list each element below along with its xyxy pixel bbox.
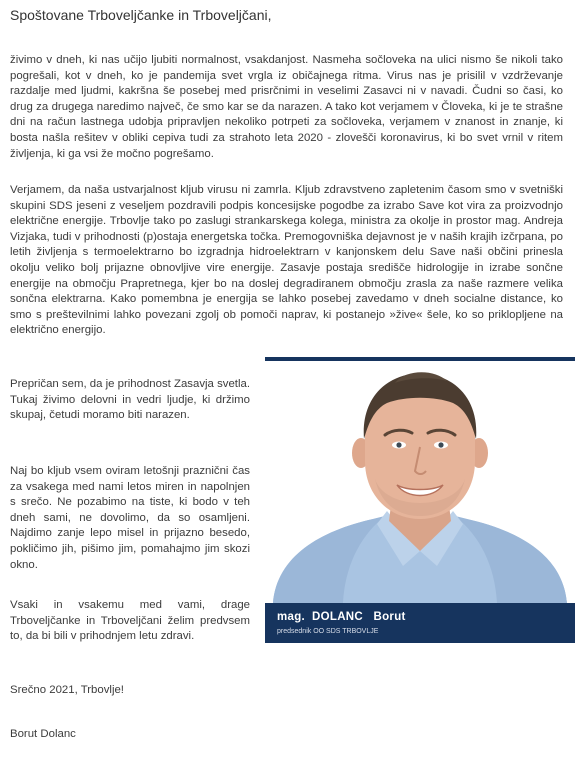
letter-paragraph-4: Naj bo kljub vsem oviram letošnji praznični čas za vsakega med nami letos miren in napolnjen s srečo. Ne pozabimo na tiste, ki bodo v teh dneh sami, ne dovolimo, da so osamljeni. Najdimo zanje lepo misel in prijazno besedo, pokličimo jih, pišimo jim, pomahajmo jim skozi okno. — [10, 465, 250, 571]
caption-name: mag. DOLANC Borut — [277, 611, 406, 623]
portrait-illustration — [265, 361, 575, 603]
caption-role: predsednik OO SDS TRBOVLJE — [277, 628, 379, 635]
letter-paragraph-5: Vsaki in vsakemu med vami, drage Trboveljčanke in Trboveljčani želim predvsem to, da bi bili v prihodnjem letu zdravi. — [10, 599, 250, 643]
letter-paragraph-2: Verjamem, da naša ustvarjalnost kljub virusu ni zamrla. Kljub zdravstveno zapletenim časom smo v svetniški skupini SDS jeseni z veseljem pozdravili podpis koncesijske pogodbe za izrabo Save kot vira za proizvodnjo električne energije. Trbovlje tako po zaslugi strankarskega kolega, ministra za okolje in prostor mag. Andreja Vizjaka, tudi v prihodnosti (p)ostaja energetska točka. Premogovniška dejavnost je v naših krajih izčrpana, po letih življenja s termoelektrarno bo izgradnja hidroelektrarn v kanjonskem delu Save naši občini prinesla okolju veliko bolj prijazne obnovljive vire energije. Zasavje postaja središče hidrologije in izrabe sončne energije na območju Prapretnega, kjer bo na doslej degradiranem območju zrasla za naše razmere velika sončna elektrarna. Kako pomembna je energija se lahko posebej zavedamo v dneh socialne distance, ko smo s preštevilnimi lahko povezani zgolj ob pomoči naprav, ki postanejo »žive« šele, ko so priklopljene na električno energijo. — [10, 184, 563, 337]
photo-caption — [265, 603, 575, 643]
portrait-photo — [265, 361, 575, 603]
letter-paragraph-1: živimo v dneh, ki nas učijo ljubiti normalnost, vsakdanjost. Nasmeha sočloveka na ulici nismo še nikoli tako pogrešali, kot v dneh, ko je pandemija svet vrgla iz običajnega ritma. Virus nas je prisilil v vzdrževanje razdalje med ljudmi, kakršna še posebej med prisrčnimi in veselimi Zasavci ni v navadi. Čudni so časi, ko drug za drugega naredimo največ, če smo kar se da narazen. A tako kot verjamem v Človeka, ki je te strašne dni na račun lastnega udobja pripravljen nekoliko potrpeti za sočloveka, verjamem v znanost in znanje, ki bosta našla rešitev v obliki cepiva tudi za strahoto leta 2020 - zlovešči koronavirus, ki bo svet vrnil v ritem življenja, ki ga vsi že močno pogrešamo. — [10, 54, 563, 160]
letter-greeting: Spoštovane Trboveljčanke in Trboveljčani, — [10, 7, 272, 23]
letter-signature: Borut Dolanc — [10, 728, 76, 740]
letter-paragraph-3: Prepričan sem, da je prihodnost Zasavja svetla. Tukaj živimo delovni in vedri ljudje, ki držimo skupaj, četudi moramo biti narazen. — [10, 378, 250, 422]
letter-closing: Srečno 2021, Trbovlje! — [10, 684, 124, 696]
